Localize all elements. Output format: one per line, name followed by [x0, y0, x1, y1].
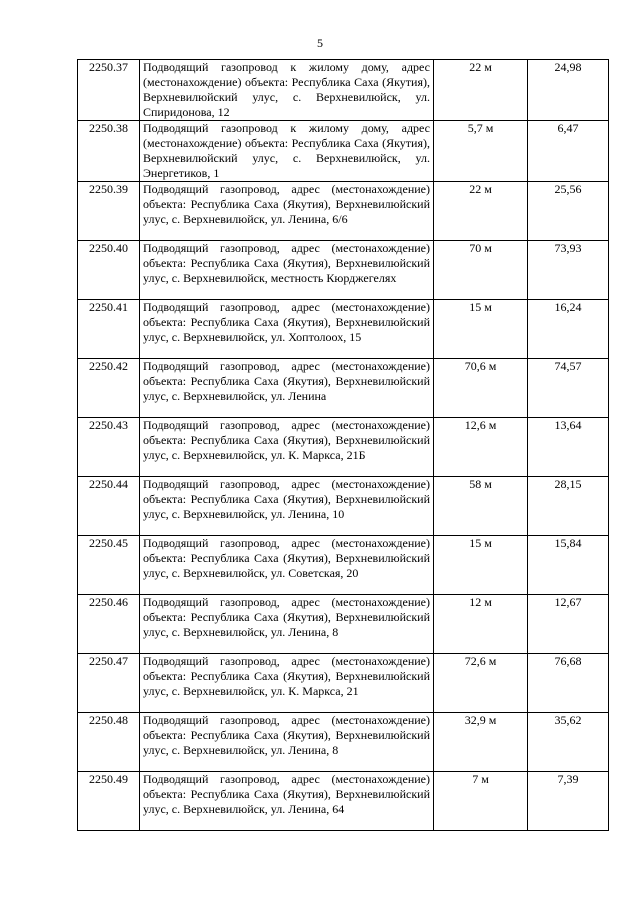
value-cell: 16,24 — [528, 300, 609, 359]
length-cell: 12 м — [434, 595, 528, 654]
item-number-cell: 2250.40 — [78, 241, 140, 300]
value-cell: 13,64 — [528, 418, 609, 477]
item-number-cell: 2250.47 — [78, 654, 140, 713]
table-row — [78, 60, 609, 121]
description-cell: Подводящий газопровод, адрес (местонахождение) объекта: Республика Саха (Якутия), Верхневилюйский улус, с. Верхневилюйск, ул. Ленина, 8 — [140, 713, 434, 772]
description-cell: Подводящий газопровод, адрес (местонахождение) объекта: Республика Саха (Якутия), Верхневилюйский улус, с. Верхневилюйск, ул. Ленина, 6/6 — [140, 182, 434, 241]
table-row — [78, 418, 609, 477]
table-row — [78, 121, 609, 182]
table-row — [78, 772, 609, 831]
length-cell: 32,9 м — [434, 713, 528, 772]
table-row — [78, 595, 609, 654]
item-number-cell: 2250.44 — [78, 477, 140, 536]
description-cell: Подводящий газопровод, адрес (местонахождение) объекта: Республика Саха (Якутия), Верхневилюйский улус, с. Верхневилюйск, ул. Ленина, 10 — [140, 477, 434, 536]
length-cell: 12,6 м — [434, 418, 528, 477]
item-number-cell: 2250.49 — [78, 772, 140, 831]
length-cell: 70,6 м — [434, 359, 528, 418]
length-cell: 5,7 м — [434, 121, 528, 182]
item-number-cell: 2250.48 — [78, 713, 140, 772]
item-number-cell: 2250.39 — [78, 182, 140, 241]
item-number-cell: 2250.46 — [78, 595, 140, 654]
description-cell: Подводящий газопровод, адрес (местонахождение) объекта: Республика Саха (Якутия), Верхневилюйский улус, с. Верхневилюйск, ул. К. Маркса, 21Б — [140, 418, 434, 477]
value-cell: 24,98 — [528, 60, 609, 121]
table-row — [78, 654, 609, 713]
value-cell: 7,39 — [528, 772, 609, 831]
property-table — [77, 59, 609, 831]
item-number-cell: 2250.41 — [78, 300, 140, 359]
table-row — [78, 182, 609, 241]
description-cell: Подводящий газопровод, адрес (местонахождение) объекта: Республика Саха (Якутия), Верхневилюйский улус, с. Верхневилюйск, местность Кюрджегелях — [140, 241, 434, 300]
length-cell: 22 м — [434, 182, 528, 241]
description-cell: Подводящий газопровод к жилому дому, адрес (местонахождение) объекта: Республика Саха (Якутия), Верхневилюйский улус, с. Верхневилюйск, ул. Энергетиков, 1 — [140, 121, 434, 182]
value-cell: 6,47 — [528, 121, 609, 182]
length-cell: 7 м — [434, 772, 528, 831]
item-number-cell: 2250.38 — [78, 121, 140, 182]
value-cell: 12,67 — [528, 595, 609, 654]
length-cell: 22 м — [434, 60, 528, 121]
value-cell: 15,84 — [528, 536, 609, 595]
description-cell: Подводящий газопровод, адрес (местонахождение) объекта: Республика Саха (Якутия), Верхневилюйский улус, с. Верхневилюйск, ул. Ленина, 64 — [140, 772, 434, 831]
item-number-cell: 2250.42 — [78, 359, 140, 418]
table-row — [78, 536, 609, 595]
page-number: 5 — [317, 36, 323, 50]
item-number-cell: 2250.45 — [78, 536, 140, 595]
value-cell: 28,15 — [528, 477, 609, 536]
length-cell: 70 м — [434, 241, 528, 300]
description-cell: Подводящий газопровод, адрес (местонахождение) объекта: Республика Саха (Якутия), Верхневилюйский улус, с. Верхневилюйск, ул. Ленина, 8 — [140, 595, 434, 654]
value-cell: 73,93 — [528, 241, 609, 300]
description-cell: Подводящий газопровод, адрес (местонахождение) объекта: Республика Саха (Якутия), Верхневилюйский улус, с. Верхневилюйск, ул. Хоптолоох, 15 — [140, 300, 434, 359]
description-cell: Подводящий газопровод, адрес (местонахождение) объекта: Республика Саха (Якутия), Верхневилюйский улус, с. Верхневилюйск, ул. К. Маркса, 21 — [140, 654, 434, 713]
item-number-cell: 2250.43 — [78, 418, 140, 477]
value-cell: 35,62 — [528, 713, 609, 772]
value-cell: 74,57 — [528, 359, 609, 418]
value-cell: 25,56 — [528, 182, 609, 241]
table-row — [78, 359, 609, 418]
description-cell: Подводящий газопровод к жилому дому, адрес (местонахождение) объекта: Республика Саха (Якутия), Верхневилюйский улус, с. Верхневилюйск, ул. Спиридонова, 12 — [140, 60, 434, 121]
description-cell: Подводящий газопровод, адрес (местонахождение) объекта: Республика Саха (Якутия), Верхневилюйский улус, с. Верхневилюйск, ул. Советская, 20 — [140, 536, 434, 595]
table-row — [78, 300, 609, 359]
table-row — [78, 713, 609, 772]
length-cell: 58 м — [434, 477, 528, 536]
length-cell: 15 м — [434, 536, 528, 595]
description-cell: Подводящий газопровод, адрес (местонахождение) объекта: Республика Саха (Якутия), Верхневилюйский улус, с. Верхневилюйск, ул. Ленина — [140, 359, 434, 418]
table-row — [78, 241, 609, 300]
length-cell: 15 м — [434, 300, 528, 359]
item-number-cell: 2250.37 — [78, 60, 140, 121]
length-cell: 72,6 м — [434, 654, 528, 713]
table-row — [78, 477, 609, 536]
value-cell: 76,68 — [528, 654, 609, 713]
property-table-body — [78, 60, 609, 831]
